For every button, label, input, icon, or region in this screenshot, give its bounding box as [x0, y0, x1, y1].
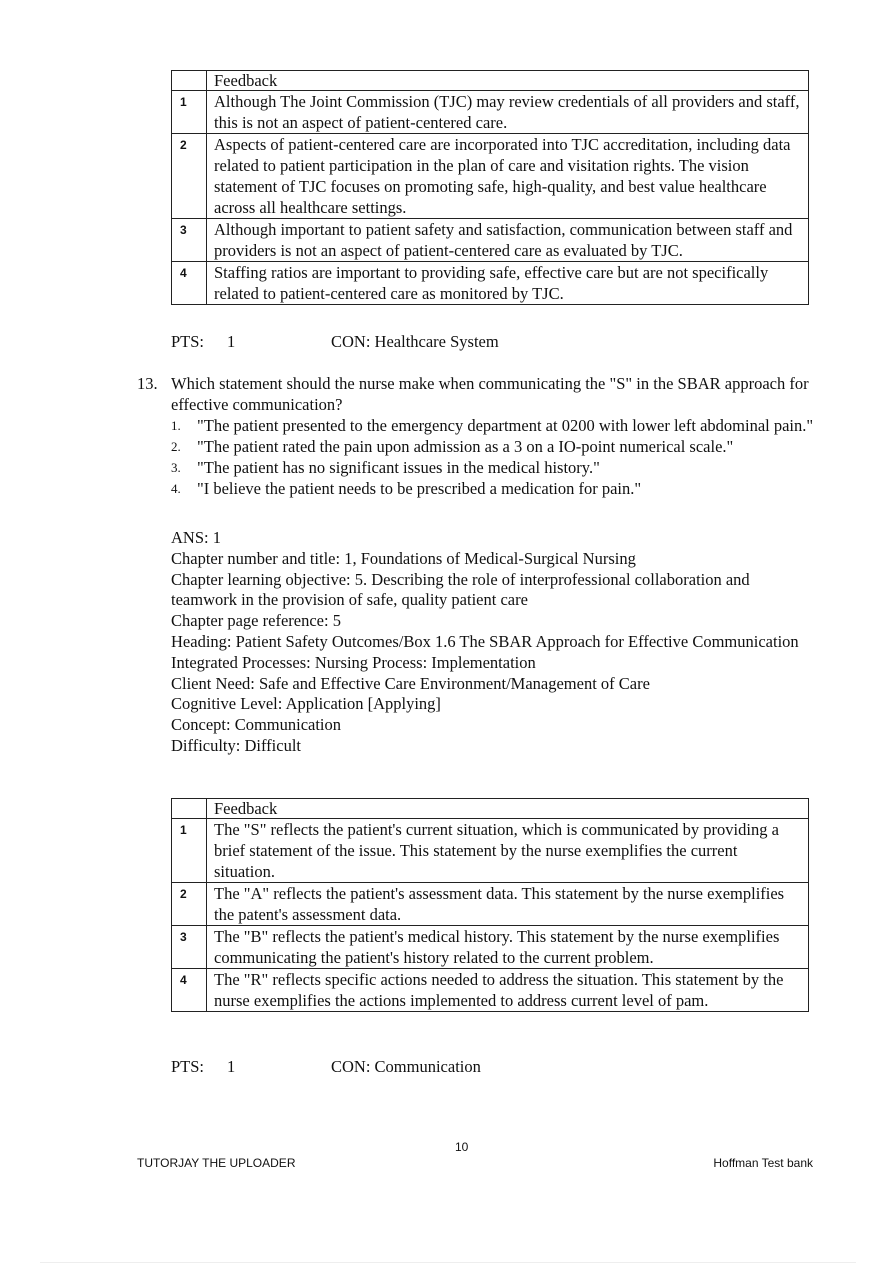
footer-left: TUTORJAY THE UPLOADER	[137, 1156, 296, 1170]
learning-objective: Chapter learning objective: 5. Describing the role of interprofessional collaboration and teamwork in the provision of safe, quality patient care	[171, 569, 750, 610]
answer-key: ANS: 1	[171, 528, 221, 547]
points-label: PTS:	[171, 1057, 205, 1076]
feedback-table-corner-cell	[172, 799, 207, 819]
feedback-row-number: 3	[172, 219, 207, 262]
feedback-table-1	[171, 70, 809, 305]
feedback-table-header: Feedback	[207, 799, 809, 819]
feedback-row-text: Staffing ratios are important to providing safe, effective care but are not specifically related to patient-centered care as monitored by TJC.	[207, 262, 809, 305]
feedback-table-row	[172, 883, 809, 926]
answer-option	[171, 415, 817, 436]
feedback-table-row	[172, 219, 809, 262]
feedback-row-number: 1	[172, 91, 207, 134]
feedback-row-text: The "B" reflects the patient's medical history. This statement by the nurse exemplifies communicating the patient's history related to the current problem.	[207, 926, 809, 969]
feedback-table-row	[172, 926, 809, 969]
client-need: Client Need: Safe and Effective Care Environment/Management of Care	[171, 673, 650, 693]
option-text: "The patient presented to the emergency department at 0200 with lower left abdominal pain."	[197, 416, 814, 435]
answer-options	[137, 415, 817, 499]
feedback-row-text: Aspects of patient-centered care are incorporated into TJC accreditation, including data related to patient participation in the plan of care and visitation rights. The vision statement of TJC focuses on promoting safe, high-quality, and best value healthcare across all healthcare settings.	[207, 134, 809, 219]
feedback-row-number: 4	[172, 969, 207, 1012]
question-number: 13.	[137, 374, 158, 393]
feedback-table-header-row	[172, 71, 809, 91]
page-number: 10	[455, 1140, 469, 1154]
feedback-table-row	[172, 134, 809, 219]
option-number: 3.	[171, 460, 181, 475]
chapter-title: Chapter number and title: 1, Foundations of Medical-Surgical Nursing	[171, 548, 636, 568]
option-number: 4.	[171, 481, 181, 496]
feedback-table-corner-cell	[172, 71, 207, 91]
feedback-row-number: 3	[172, 926, 207, 969]
concept-label: CON: Healthcare System	[331, 332, 499, 351]
feedback-row-text: The "S" reflects the patient's current situation, which is communicated by providing a brief statement of the issue. This statement by the nurse exemplifies the current situation.	[207, 819, 809, 883]
feedback-table-row	[172, 91, 809, 134]
option-number: 2.	[171, 439, 181, 454]
feedback-table-header: Feedback	[207, 71, 809, 91]
feedback-row-number: 2	[172, 883, 207, 926]
feedback-row-number: 2	[172, 134, 207, 219]
feedback-table-row	[172, 262, 809, 305]
page-reference: Chapter page reference: 5	[171, 611, 341, 631]
difficulty: Difficulty: Difficult	[171, 735, 301, 755]
cognitive-level: Cognitive Level: Application [Applying]	[171, 694, 441, 714]
footer-right: Hoffman Test bank	[713, 1156, 813, 1170]
points-value: 1	[227, 1057, 236, 1076]
concept: Concept: Communication	[171, 715, 342, 735]
option-text: "The patient rated the pain upon admission as a 3 on a IO-point numerical scale."	[197, 437, 734, 456]
feedback-row-number: 4	[172, 262, 207, 305]
option-number: 1.	[171, 418, 181, 433]
points-label: PTS:	[171, 332, 205, 351]
feedback-row-number: 1	[172, 819, 207, 883]
option-text: "The patient has no significant issues in the medical history."	[197, 458, 600, 477]
feedback-row-text: The "A" reflects the patient's assessment data. This statement by the nurse exemplifies the patent's assessment data.	[207, 883, 809, 926]
feedback-table-2	[171, 798, 809, 1012]
page-bottom-rule	[40, 1262, 856, 1263]
points-value: 1	[227, 332, 236, 351]
question-stem: Which statement should the nurse make when communicating the "S" in the SBAR approach for effective communication?	[171, 374, 809, 414]
answer-option	[171, 436, 817, 457]
heading-reference: Heading: Patient Safety Outcomes/Box 1.6 The SBAR Approach for Effective Communication	[171, 631, 799, 651]
feedback-table-row	[172, 969, 809, 1012]
option-text: "I believe the patient needs to be prescribed a medication for pain."	[197, 479, 642, 498]
feedback-table-row	[172, 819, 809, 883]
concept-label: CON: Communication	[331, 1057, 481, 1076]
feedback-row-text: Although The Joint Commission (TJC) may review credentials of all providers and staff, this is not an aspect of patient-centered care.	[207, 91, 809, 134]
answer-block	[171, 528, 811, 757]
answer-option	[171, 457, 817, 478]
integrated-processes: Integrated Processes: Nursing Process: Implementation	[171, 652, 536, 672]
feedback-row-text: The "R" reflects specific actions needed to address the situation. This statement by the nurse exemplifies the actions implemented to address current level of pam.	[207, 969, 809, 1012]
answer-option	[171, 478, 817, 499]
feedback-row-text: Although important to patient safety and satisfaction, communication between staff and providers is not an aspect of patient-centered care as evaluated by TJC.	[207, 219, 809, 262]
feedback-table-header-row	[172, 799, 809, 819]
question-13	[137, 373, 817, 499]
